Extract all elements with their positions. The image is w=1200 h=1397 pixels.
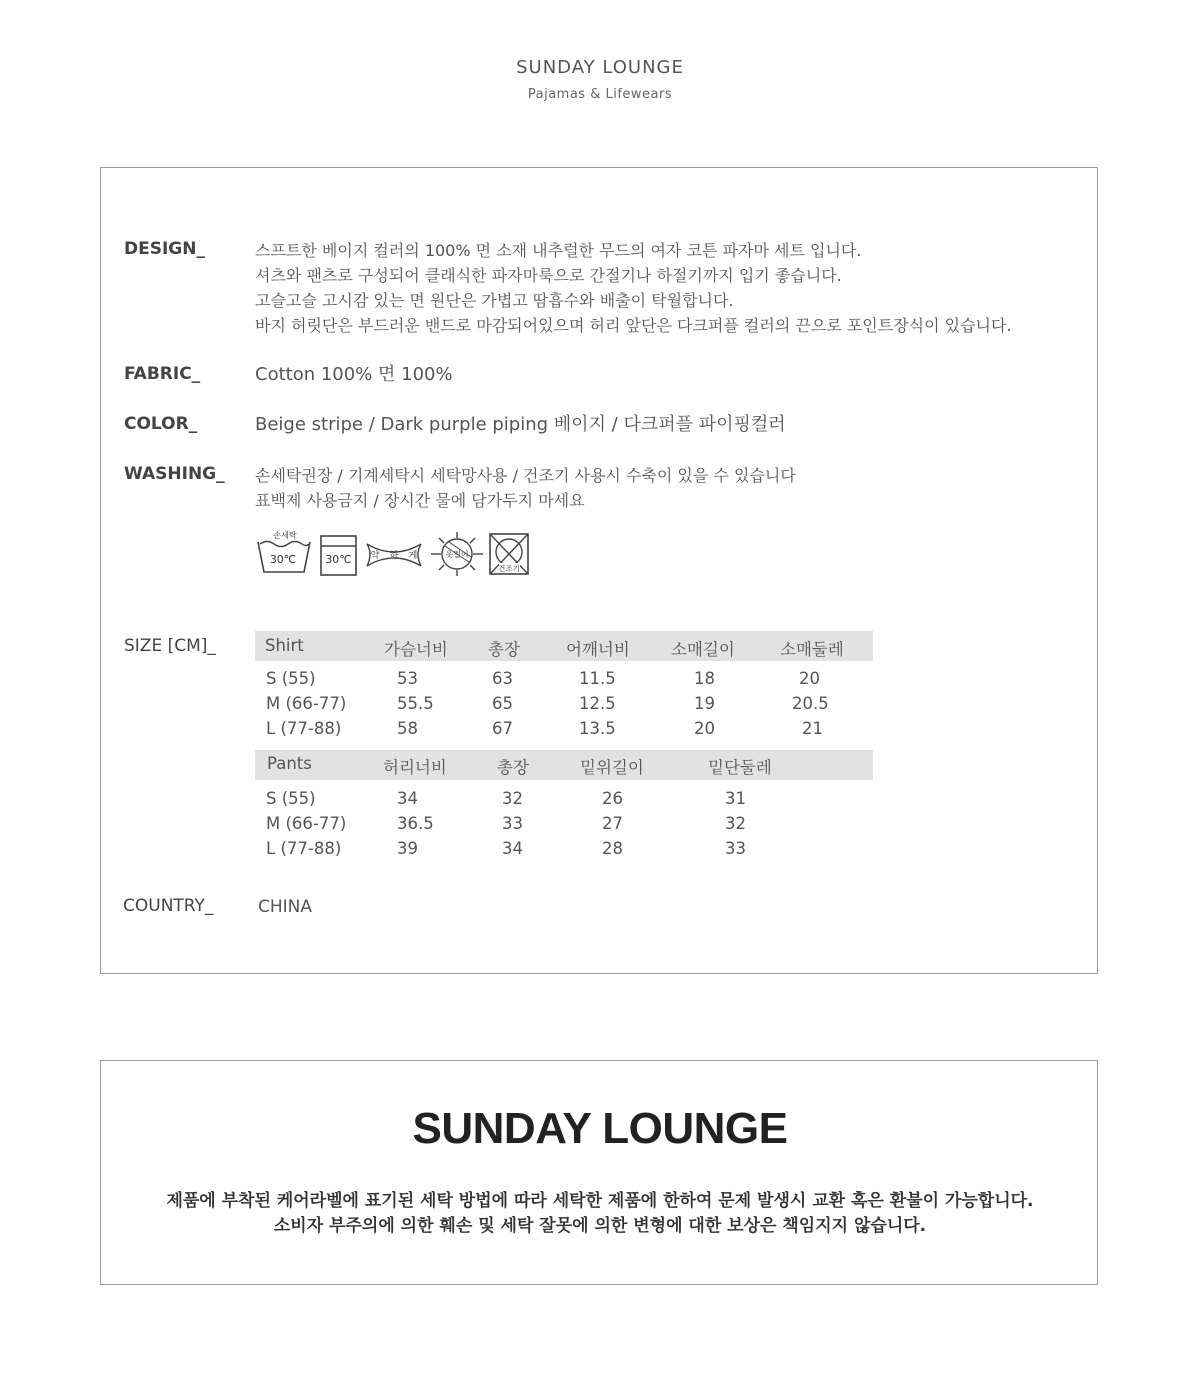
machine-wash-icon (319, 530, 359, 578)
notice-line-1: 제품에 부착된 케어라벨에 표기된 세탁 방법에 따라 세탁한 제품에 한하여 문제 발생시 교환 혹은 환불이 가능합니다. (166, 1191, 1034, 1211)
care-label-icons (255, 530, 545, 578)
fabric-value: Cotton 100% 면 100% (255, 364, 453, 385)
brand-tagline: Pajamas & Lifewears (527, 87, 673, 102)
washing-instructions (255, 463, 796, 513)
value-cell: 58 (397, 719, 418, 738)
size-label: SIZE [CM]_ (124, 636, 216, 656)
design-line: 바지 허릿단은 부드러운 밴드로 마감되어있으며 허리 앞단은 다크퍼플 컬러의 끈으로 포인트장식이 있습니다. (255, 316, 1012, 335)
shirt-header-cell: 소매둘레 (780, 640, 844, 659)
value-cell: 53 (397, 669, 418, 688)
country-label: COUNTRY_ (123, 896, 214, 916)
shade-dry-icon (429, 530, 485, 578)
value-cell: 39 (397, 839, 418, 858)
washing-line: 손세탁권장 / 기계세탁시 세탁망사용 / 건조기 사용시 수축이 있을 수 있습니다 (255, 466, 796, 485)
value-cell: 20 (799, 669, 820, 688)
gentle-wring-icon (365, 530, 423, 578)
shade-dry-label: 옷걸이 (445, 550, 469, 559)
value-cell: 65 (492, 694, 513, 713)
pants-header-cell: 허리너비 (383, 758, 447, 777)
value-cell: 19 (694, 694, 715, 713)
washing-label: WASHING_ (124, 464, 225, 484)
pants-header-cell: 밑위길이 (580, 758, 644, 777)
size-cell: M (66-77) (266, 694, 347, 713)
hand-wash-temp: 30℃ (269, 553, 297, 566)
hand-wash-icon (255, 530, 313, 578)
value-cell: 32 (725, 814, 746, 833)
value-cell: 28 (602, 839, 623, 858)
pants-header-cell: 밑단둘레 (708, 758, 772, 777)
pants-table-header (255, 750, 873, 780)
shirt-header-cell: 어깨너비 (566, 640, 630, 659)
design-line: 셔츠와 팬츠로 구성되어 클래식한 파자마룩으로 간절기나 하절기까지 입기 좋습니다. (255, 266, 842, 285)
value-cell: 36.5 (397, 814, 434, 833)
value-cell: 67 (492, 719, 513, 738)
value-cell: 32 (502, 789, 523, 808)
machine-wash-temp: 30℃ (325, 553, 352, 566)
shirt-header-cell: Shirt (265, 636, 304, 655)
design-label: DESIGN_ (124, 239, 205, 259)
design-line: 고슬고슬 고시감 있는 면 원단은 가볍고 땀흡수와 배출이 탁월합니다. (255, 291, 734, 310)
value-cell: 34 (397, 789, 418, 808)
size-cell: S (55) (266, 669, 316, 688)
value-cell: 55.5 (397, 694, 434, 713)
fabric-label: FABRIC_ (124, 364, 201, 384)
value-cell: 33 (725, 839, 746, 858)
value-cell: 20.5 (792, 694, 829, 713)
design-description (255, 238, 1012, 338)
brand-title: SUNDAY LOUNGE (516, 57, 684, 78)
value-cell: 18 (694, 669, 715, 688)
color-value: Beige stripe / Dark purple piping 베이지 / 다크퍼플 파이핑컬러 (255, 414, 786, 435)
notice-box (100, 1060, 1098, 1285)
shirt-header-cell: 가슴너비 (384, 640, 448, 659)
value-cell: 11.5 (579, 669, 616, 688)
no-dryer-label: 건조기 (498, 564, 520, 573)
no-tumble-dry-icon (488, 530, 532, 578)
value-cell: 34 (502, 839, 523, 858)
value-cell: 21 (802, 719, 823, 738)
pants-header-cell: Pants (267, 754, 312, 773)
shirt-header-cell: 소매길이 (671, 640, 735, 659)
size-cell: L (77-88) (266, 719, 342, 738)
pants-header-cell: 총장 (497, 758, 529, 777)
gentle-text-2: 하 (389, 551, 399, 561)
design-line: 스프트한 베이지 컬러의 100% 면 소재 내추럴한 무드의 여자 코튼 파자마 세트 입니다. (255, 241, 862, 260)
value-cell: 31 (725, 789, 746, 808)
notice-brand-title: SUNDAY LOUNGE (412, 1104, 788, 1153)
value-cell: 13.5 (579, 719, 616, 738)
gentle-text-1: 약 (370, 551, 380, 561)
gentle-text-3: 게 (408, 551, 418, 561)
notice-line-2: 소비자 부주의에 의한 훼손 및 세탁 잘못에 의한 변형에 대한 보상은 책임지지 않습니다. (273, 1216, 927, 1236)
color-label: COLOR_ (124, 414, 198, 434)
shirt-header-cell: 총장 (488, 640, 520, 659)
value-cell: 33 (502, 814, 523, 833)
value-cell: 27 (602, 814, 623, 833)
size-cell: L (77-88) (266, 839, 342, 858)
value-cell: 63 (492, 669, 513, 688)
value-cell: 26 (602, 789, 623, 808)
country-value: CHINA (258, 897, 313, 917)
size-cell: S (55) (266, 789, 316, 808)
value-cell: 12.5 (579, 694, 616, 713)
value-cell: 20 (694, 719, 715, 738)
size-cell: M (66-77) (266, 814, 347, 833)
hand-wash-label: 손세탁 (273, 531, 297, 540)
washing-line: 표백제 사용금지 / 장시간 물에 담가두지 마세요 (255, 491, 585, 510)
